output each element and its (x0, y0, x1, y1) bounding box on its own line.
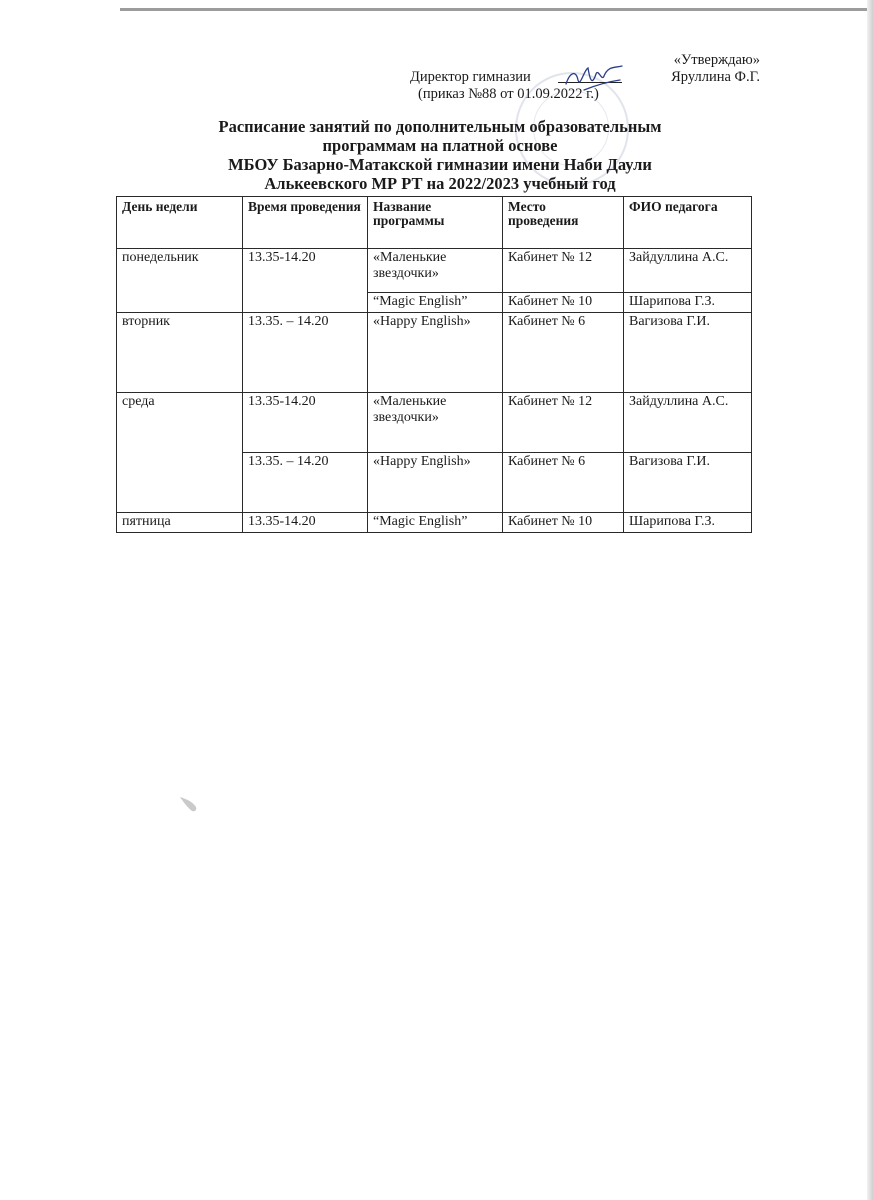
cell-program: «Happy English» (368, 313, 503, 393)
cell-place: Кабинет № 6 (503, 453, 624, 513)
header-teacher: ФИО педагога (624, 197, 752, 249)
title-line-2: программам на платной основе (322, 136, 558, 155)
cell-time: 13.35. – 14.20 (243, 453, 368, 513)
cell-day: среда (117, 393, 243, 513)
schedule-table (116, 196, 752, 533)
header-day: День недели (117, 197, 243, 249)
cell-place: Кабинет № 10 (503, 513, 624, 533)
header-time: Время проведения (243, 197, 368, 249)
cell-teacher: Шарипова Г.З. (624, 513, 752, 533)
table-row (117, 313, 752, 393)
cell-day: пятница (117, 513, 243, 533)
director-name: Яруллина Ф.Г. (671, 69, 760, 85)
cell-program: “Magic English” (368, 293, 503, 313)
cell-teacher: Вагизова Г.И. (624, 453, 752, 513)
cell-day: понедельник (117, 249, 243, 313)
cell-teacher: Вагизова Г.И. (624, 313, 752, 393)
cell-place: Кабинет № 6 (503, 313, 624, 393)
cell-program: «Маленькие звездочки» (368, 393, 503, 453)
director-label: Директор гимназии (410, 69, 531, 85)
title-line-1: Расписание занятий по дополнительным образовательным (218, 117, 662, 136)
approve-label: «Утверждаю» (673, 52, 760, 68)
header-place: Место проведения (503, 197, 624, 249)
header-program: Название программы (368, 197, 503, 249)
cell-teacher: Шарипова Г.З. (624, 293, 752, 313)
cell-program: “Magic English” (368, 513, 503, 533)
cell-time: 13.35-14.20 (243, 513, 368, 533)
cell-teacher: Зайдуллина А.С. (624, 249, 752, 293)
scan-edge-top (120, 8, 873, 11)
scan-smudge (178, 795, 202, 815)
cell-time: 13.35-14.20 (243, 393, 368, 453)
cell-time: 13.35. – 14.20 (243, 313, 368, 393)
cell-day: вторник (117, 313, 243, 393)
scan-edge-right (867, 0, 873, 1200)
table-header-row (117, 197, 752, 249)
cell-program: «Happy English» (368, 453, 503, 513)
cell-place: Кабинет № 12 (503, 249, 624, 293)
approval-block (410, 52, 760, 108)
cell-program: «Маленькие звездочки» (368, 249, 503, 293)
document-title (140, 117, 740, 193)
cell-time: 13.35-14.20 (243, 249, 368, 313)
cell-place: Кабинет № 10 (503, 293, 624, 313)
table-row (117, 393, 752, 453)
title-line-4: Алькеевского МР РТ на 2022/2023 учебный год (264, 174, 616, 193)
cell-teacher: Зайдуллина А.С. (624, 393, 752, 453)
cell-place: Кабинет № 12 (503, 393, 624, 453)
title-line-3: МБОУ Базарно-Матакской гимназии имени Наби Даули (228, 155, 652, 174)
table-row (117, 249, 752, 293)
order-reference: (приказ №88 от 01.09.2022 г.) (418, 86, 599, 102)
table-row (117, 513, 752, 533)
